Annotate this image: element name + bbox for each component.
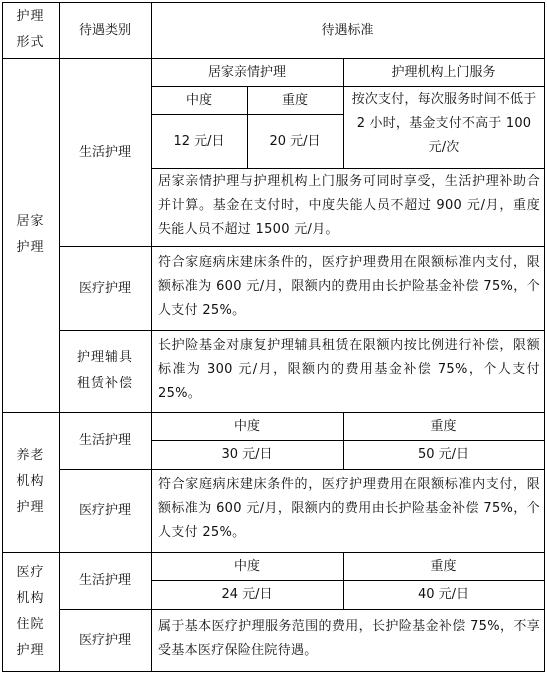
severe-header: 重度 [281,92,308,108]
table-border [544,2,545,672]
hospital-severe-amount: 40 元/日 [417,587,470,602]
institution-moderate-amount: 30 元/日 [221,447,273,462]
header-care-form: 护理 形式 [16,9,45,50]
home-living-care-note: 居家亲情护理与护理机构上门服务可同时享受，生活护理补助合并计算。基金在支付时，中度失能人员不超过 900 元/月，重度失能人员不超过 1500 元/月。 [158,174,540,237]
hospital-living-care-label: 生活护理 [78,573,131,588]
section-home: 居家 护理 [16,214,45,255]
moderate-amount: 12 元/日 [173,133,225,149]
hospital-medical-care-text: 属于基本医疗护理服务范围的费用，长护险基金补偿 75%，不享受基本医疗保险住院待遇。 [158,619,540,658]
row-divider [151,168,545,169]
hospital-medical-care-label: 医疗护理 [78,632,131,648]
header-benefit-standard: 待遇标准 [321,22,374,38]
institution-severe-amount: 50 元/日 [417,447,470,462]
family-care-header: 居家亲情护理 [207,64,286,80]
institution-medical-care-label: 医疗护理 [78,503,131,518]
table-border [2,671,545,672]
home-living-care-label: 生活护理 [78,144,131,160]
institution-severe-header: 重度 [430,418,457,434]
institution-moderate-header: 中度 [233,418,260,434]
severe-amount: 20 元/日 [269,133,321,149]
home-device-rental-label: 护理辅具 租赁补偿 [76,350,133,391]
moderate-header: 中度 [185,92,212,108]
hospital-moderate-amount: 24 元/日 [221,587,273,602]
agency-visit-standard: 按次支付，每次服务时间不低于 2 小时，基金支付不高于 100 元/次 [351,92,537,155]
section-hospital: 医疗 机构 住院 护理 [16,564,45,658]
home-device-rental-text: 长护险基金对康复护理辅具租赁在限额内按比例进行补偿，限额标准为 300 元/月，限额内的费用基金补偿 75%，个人支付 25%。 [158,338,540,401]
institution-medical-care-text: 符合家庭病床建床条件的，医疗护理费用在限额标准内支付，限额标准为 600 元/月，限额内的费用由长护险基金补偿 75%，个人支付 25%。 [158,477,540,540]
hospital-severe-header: 重度 [430,558,457,574]
agency-visit-header: 护理机构上门服务 [391,64,496,80]
section-institution: 养老 机构 护理 [16,448,45,515]
home-medical-care-text: 符合家庭病床建床条件的，医疗护理费用在限额标准内支付，限额标准为 600 元/月，限额内的费用由长护险基金补偿 75%，个人支付 25%。 [158,255,540,318]
header-benefit-category: 待遇类别 [78,22,131,38]
home-medical-care-label: 医疗护理 [78,280,131,296]
institution-living-care-label: 生活护理 [78,433,131,448]
hospital-moderate-header: 中度 [233,558,260,574]
